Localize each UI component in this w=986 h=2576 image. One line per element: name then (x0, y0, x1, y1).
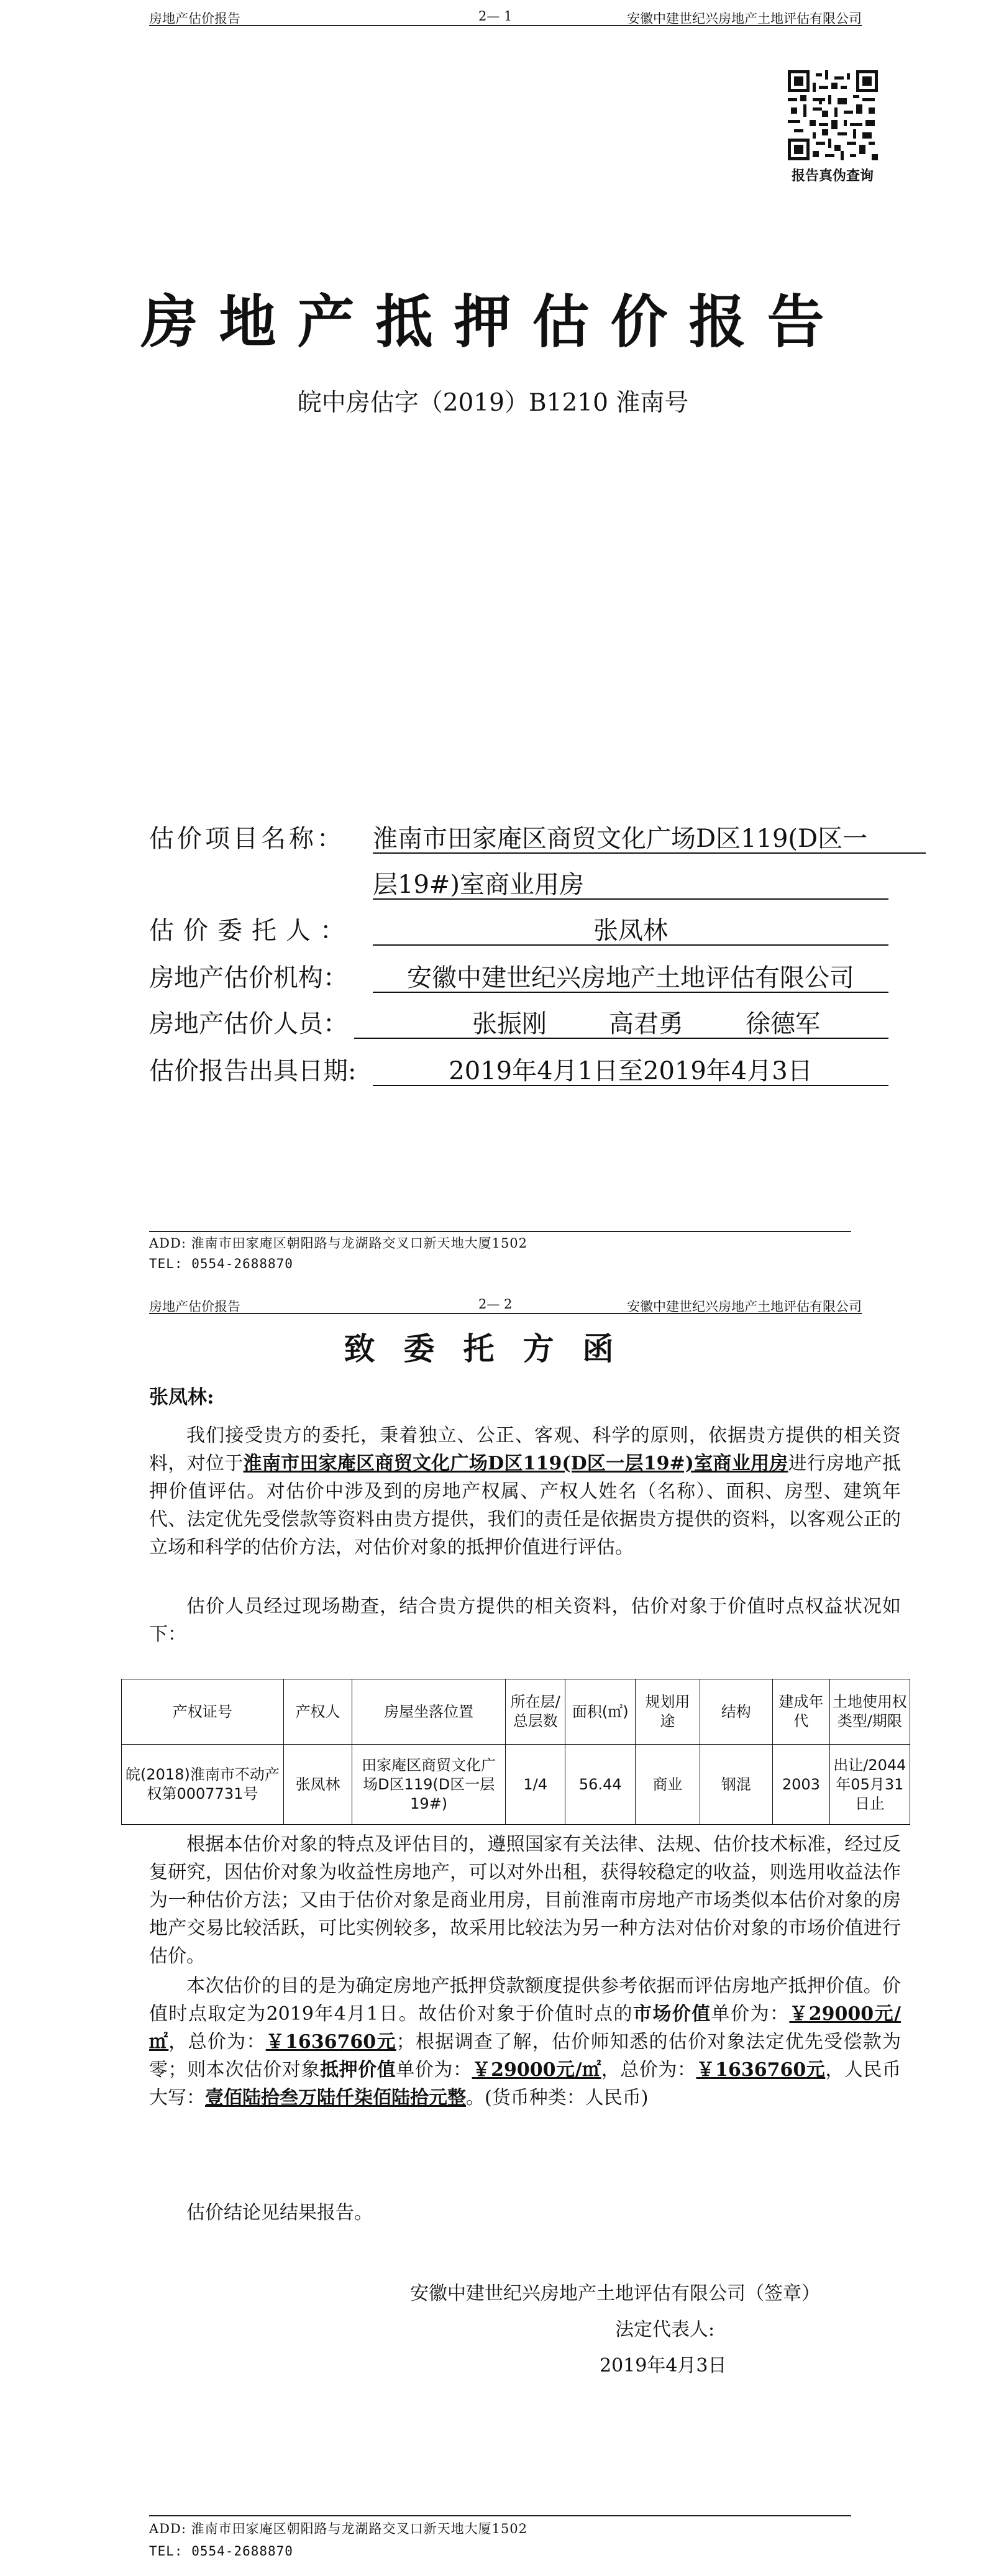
appraiser-name: 张振刚 (472, 1010, 547, 1038)
footer-tel: TEL: 0554-2688870 (149, 1256, 293, 1271)
qr-caption: 报告真伪查询 (791, 168, 874, 184)
signature-representative: 法定代表人: (615, 2319, 715, 2341)
table-header-cell: 产权证号 (122, 1679, 284, 1745)
project-name-value-1: 淮南市田家庵区商贸文化广场D区119(D区一 (373, 819, 926, 854)
market-value-term: 市场价值 (632, 2003, 711, 2025)
agency-label: 房地产估价机构： (149, 964, 348, 992)
project-name-label: 估价项目名称： (149, 824, 345, 853)
paragraph-text: ，总价为： (601, 2059, 696, 2081)
letter-paragraph-1 (149, 1422, 901, 1561)
running-header (149, 5, 862, 26)
letter-paragraph-3: 根据本估价对象的特点及评估目的，遵照国家有关法律、法规、估价技术标准，经过反复研究，因估价对象为收益性房地产，可以对外出租，获得较稳定的收益，则选用收益法作为一种估价方法；又由于估价对象是商业用房，目前淮南市房地产市场类似本估价对象的房地产交易比较活跃，可比实例较多，故采用比较法为另一种方法对估价对象的市场价值进行估价。 (149, 1834, 901, 1967)
report-title: 房地产抵押估价报告 (140, 288, 846, 355)
market-unit-price: ￥29000元/㎡ (149, 2003, 901, 2053)
table-header-cell: 建成年代 (773, 1679, 830, 1745)
signature-company: 安徽中建世纪兴房地产土地评估有限公司（签章） (410, 2283, 820, 2304)
table-cell: 钢混 (700, 1745, 773, 1825)
appraiser-name: 徐德军 (746, 1010, 820, 1038)
report-date-label: 估价报告出具日期: (149, 1057, 357, 1085)
table-cell: 商业 (636, 1745, 700, 1825)
amount-in-words: 壹佰陆拾叁万陆仟柒佰陆拾元整 (205, 2087, 466, 2109)
report-date-value: 2019年4月1日至2019年4月3日 (373, 1051, 888, 1086)
client-label: 估价委托人： (149, 916, 354, 945)
table-cell: 出让/2044年05月31日止 (829, 1745, 910, 1825)
qr-code-icon[interactable] (788, 70, 878, 160)
table-cell: 2003 (773, 1745, 830, 1825)
table-cell: 张凤林 (283, 1745, 352, 1825)
appraiser-name: 高君勇 (609, 1010, 683, 1038)
signature-date: 2019年4月3日 (600, 2355, 727, 2377)
paragraph-text: 我们接受贵方的委托，秉着独立、公正、客观、科学的原则，依据贵方提供的相关资料，对位于 (149, 1425, 901, 1474)
paragraph-text: ，总价为： (168, 2031, 266, 2053)
table-header-cell: 面积(㎡) (565, 1679, 636, 1745)
table-header-cell: 产权人 (283, 1679, 352, 1745)
table-cell: 56.44 (565, 1745, 636, 1825)
agency-value: 安徽中建世纪兴房地产土地评估有限公司 (373, 958, 888, 993)
paragraph-text: 。(货币种类：人民币) (466, 2087, 649, 2109)
letter-paragraph-5: 估价结论见结果报告。 (186, 2202, 373, 2224)
property-address: 淮南市田家庵区商贸文化广场D区119(D区一层19#)室商业用房 (243, 1453, 788, 1474)
table-cell: 田家庵区商贸文化广场D区119(D区一层19#) (352, 1745, 506, 1825)
mortgage-value-term: 抵押价值 (320, 2059, 396, 2081)
market-total-price: ￥1636760元 (265, 2031, 396, 2053)
paragraph-text: ，人民币大写： (149, 2059, 902, 2109)
header-right: 安徽中建世纪兴房地产土地评估有限公司 (627, 1299, 862, 1314)
table-header-row (122, 1679, 910, 1745)
table-header-cell: 结构 (700, 1679, 773, 1745)
footer-address: ADD: 淮南市田家庵区朝阳路与龙湖路交叉口新天地大厦1502 (149, 2521, 528, 2536)
letter-paragraph-4 (149, 1972, 901, 2112)
appraisers-value (354, 1004, 888, 1039)
report-number: 皖中房估字（2019）B1210 淮南号 (297, 389, 689, 417)
header-left: 房地产估价报告 (149, 1299, 240, 1314)
table-row (122, 1745, 910, 1825)
footer-rule (149, 2515, 851, 2516)
header-left: 房地产估价报告 (149, 11, 240, 26)
header-right: 安徽中建世纪兴房地产土地评估有限公司 (627, 11, 862, 26)
table-header-cell: 规划用途 (636, 1679, 700, 1745)
table-header-cell: 所在层/总层数 (506, 1679, 565, 1745)
running-header (149, 1293, 862, 1314)
table-cell: 皖(2018)淮南市不动产权第0007731号 (122, 1745, 284, 1825)
letter-paragraph-2: 估价人员经过现场勘查，结合贵方提供的相关资料，估价对象于价值时点权益状况如下： (149, 1596, 901, 1645)
paragraph-text: 本次估价的目的是为确定房地产抵押贷款额度提供参考依据而评估房地产抵押价值。价值时点取定为2019年4月1日。故估价对象于价值时点的 (149, 1975, 901, 2025)
paragraph-text: ；根据调查了解，估价师知悉的估价对象法定优先受偿款为零；则本次估价对象 (149, 2031, 902, 2081)
header-page-number: 2— 1 (478, 9, 513, 24)
appraisers-label: 房地产估价人员： (149, 1010, 348, 1038)
footer-rule (149, 1231, 851, 1232)
header-page-number: 2— 2 (478, 1297, 513, 1312)
paragraph-text: 进行房地产抵押价值评估。对估价中涉及到的房地产权属、产权人姓名（名称）、面积、房型、建筑年代、法定优先受偿款等资料由贵方提供，我们的责任是依据贵方提供的资料，以客观公正的立场和科学的估价方法，对估价对象的抵押价值进行评估。 (149, 1453, 902, 1558)
table-header-cell: 土地使用权类型/期限 (829, 1679, 910, 1745)
mortgage-unit-price: ￥29000元/㎡ (472, 2059, 601, 2081)
paragraph-text: 单价为： (396, 2059, 472, 2081)
paragraph-text: 单价为： (711, 2003, 790, 2025)
footer-tel: TEL: 0554-2688870 (149, 2544, 293, 2559)
salutation: 张凤林: (149, 1386, 214, 1409)
footer-address: ADD: 淮南市田家庵区朝阳路与龙湖路交叉口新天地大厦1502 (149, 1236, 528, 1251)
mortgage-total-price: ￥1636760元 (696, 2059, 826, 2081)
client-value: 张凤林 (373, 911, 888, 946)
table-cell: 1/4 (506, 1745, 565, 1825)
property-rights-table (121, 1679, 910, 1825)
project-name-value-2: 层19#)室商业用房 (373, 865, 888, 900)
table-header-cell: 房屋坐落位置 (352, 1679, 506, 1745)
letter-title: 致委托方函 (344, 1330, 642, 1367)
